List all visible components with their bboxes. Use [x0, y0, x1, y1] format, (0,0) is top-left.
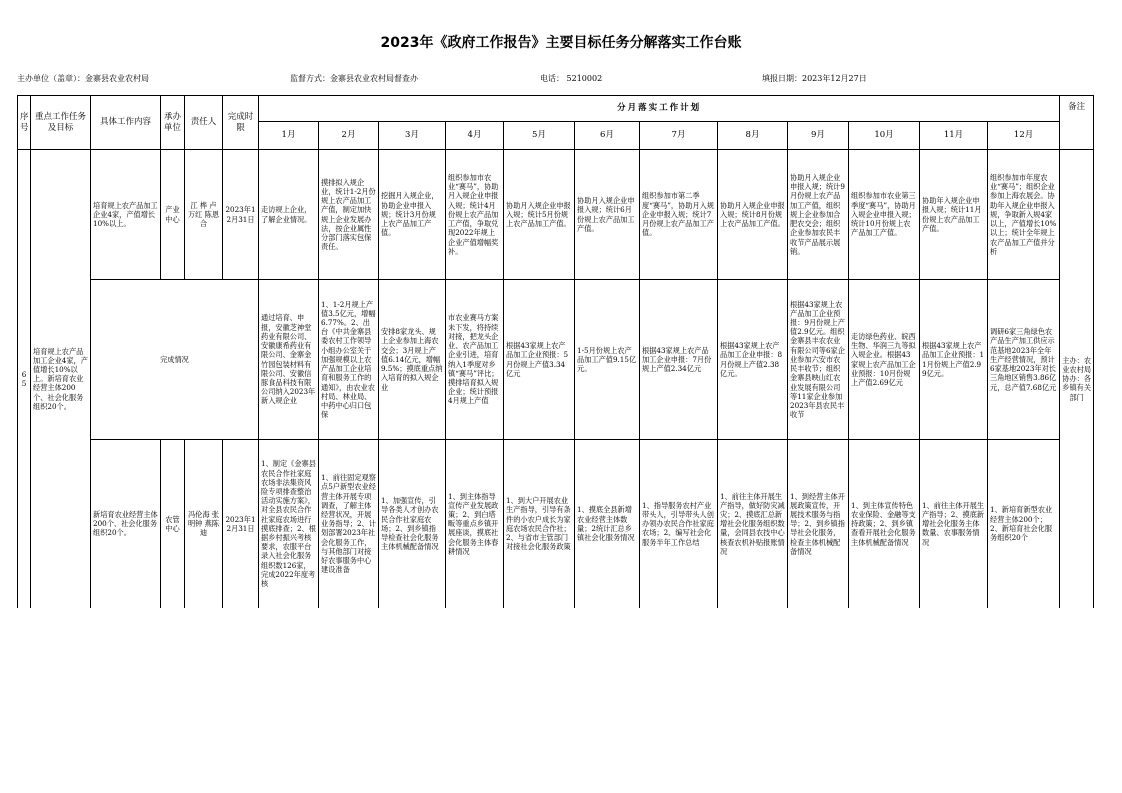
month-cell [988, 440, 1060, 608]
month-text: 1、新培育新型农业经营主体200个；2、新培育社会化服务组织20个 [990, 505, 1053, 542]
month-cell [504, 440, 575, 608]
month-header: 9月 [788, 122, 849, 150]
page-title: 2023年《政府工作报告》主要目标任务分解落实工作台账 [380, 35, 742, 51]
owner-cell: 冯伦海 张明钟 燕陈迪 [185, 440, 223, 608]
month-text: 1、前往主体开展生产指导，做好防灾减灾；2、摸底汇总新增社会化服务组织数量，会同县农技中心核查农机补贴报账情况 [720, 491, 785, 556]
sponsor-label: 主办单位（盖章）：金寨县农业农村局 [17, 74, 149, 83]
month-text: 组织参加市农业第三季度“赛马”，协助月入规企业申报入规；统计10月份规上农产品加工产值。 [851, 191, 916, 238]
month-header: 7月 [640, 122, 718, 150]
month-cell [319, 150, 379, 280]
phone-label: 电话： 5210002 [540, 74, 603, 83]
goal-cell: 培育规上农产品加工企业4家，产值增长10%以上。新培育农业经营主体200个、社会化服务组织20个。 [31, 150, 91, 608]
owner-header: 责任人 [185, 96, 223, 150]
month-text: 1、前往固定观察点5户新型农业经营主体开展专项调查，了解主体经营状况，开展业务指导；2、计划部署2023年社会化服务工作，与其他部门对接好农事服务中心建设准备 [321, 473, 376, 575]
month-text: 1、前往主体开展生产指导；2、摸底新增社会化服务主体数量、农事服务情况 [922, 500, 985, 547]
month-text: 协助月入规企业申报入规；统计8月份规上农产品加工产值。 [720, 200, 785, 229]
month-text: 组织参加市第二季度“赛马”，协助月入规企业申报入规；统计7月份规上农产品加工产值。 [642, 191, 715, 238]
status-text: 根据43家规上农产品加工企业预报：5月份规上产值3.34亿元 [506, 341, 569, 378]
month-text: 协助月入规企业申报入规；统计5月份规上农产品加工产值。 [506, 200, 571, 229]
month-text: 协助月入规企业申报入规；统计6月份规上农产品加工产值。 [577, 196, 635, 233]
month-cell [920, 150, 988, 280]
status-text: 安排8家龙头、规上企业参加上海农交会；3月规上产值6.14亿元，增幅9.5%；摸底重点纳入培育的拟入规企业 [381, 327, 443, 392]
task-row-1 [18, 150, 1094, 280]
status-text: 根据43家规上农产品加工企业申报：8月份规上产值2.38亿元。 [720, 341, 783, 378]
month-cell [920, 440, 988, 608]
month-cell [504, 150, 575, 280]
note-header: 备注 [1060, 96, 1094, 150]
month-cell [718, 440, 788, 608]
deadline-cell: 2023年12月31日 [223, 440, 259, 608]
content-cell: 新培育农业经营主体200个、社会化服务组织20个。 [91, 440, 161, 608]
month-cell [849, 440, 920, 608]
status-cell [849, 280, 920, 440]
status-text: 根据43家规上农产品加工企业申报：7月份规上产值2.34亿元 [642, 345, 712, 374]
status-text: 1、1-2月规上产值3.5亿元，增幅6.77%。2、出台《中共金寨县委农村工作领导小组办公室关于加强规模以上农产品加工企业培育和服务工作的通知》，由农业农村局、林业局、中药中心归口包保 [321, 299, 376, 420]
status-cell [640, 280, 718, 440]
deadline-header: 完成时限 [223, 96, 259, 150]
month-cell [788, 440, 849, 608]
month-cell [259, 150, 319, 280]
month-header: 10月 [849, 122, 920, 150]
status-cell [504, 280, 575, 440]
month-header: 4月 [446, 122, 504, 150]
month-cell [849, 150, 920, 280]
status-text: 通过培育、申报，安徽芝神堂药业有限公司、安徽康希药业有限公司、金寨金竹园包装材料有限公司、安徽信豚食品科技有限公司纳入2023年新入规企业 [261, 313, 316, 406]
status-text: 走访绿色药业、皖西生物、华润三九等拟入规企业。根据43家规上农产品加工企业预报：10月份规上产值2.69亿元 [851, 331, 916, 387]
month-text: 摸排拟入规企业，统计1-2月份规上农产品加工产值，制定加快规上企业发展办法，按企业属性分部门落实包保责任。 [321, 177, 376, 252]
month-text: 协助月入规企业申报入规；统计9月份规上农产品加工产值，组织规上企业参加合肥农交会；组织企业参加农民丰收节产品展示展销。 [790, 173, 845, 256]
month-cell [575, 440, 640, 608]
seq-cell: 65 [18, 150, 31, 608]
status-cell [319, 280, 379, 440]
month-cell [379, 150, 446, 280]
month-header: 2月 [319, 122, 379, 150]
status-label: 完成情况 [91, 280, 259, 440]
unit-header: 承办单位 [161, 96, 185, 150]
month-header: 12月 [988, 122, 1060, 150]
month-text: 走访规上企业，了解企业情况。 [261, 205, 312, 224]
status-cell [259, 280, 319, 440]
month-cell [640, 150, 718, 280]
month-text: 1、加强宣传，引导各类人才创办农民合作社家庭农场；2、到乡镇指导检查社会化服务主体机械配备情况 [381, 496, 439, 552]
status-cell [718, 280, 788, 440]
month-header: 1月 [259, 122, 319, 150]
status-text: 根据43家规上农产品加工企业预报：11月份规上产值2.99亿元。 [922, 341, 985, 378]
deadline-cell: 2023年12月31日 [223, 150, 259, 280]
content-header: 具体工作内容 [91, 96, 161, 150]
month-cell [718, 150, 788, 280]
header-row-1 [18, 96, 1094, 122]
status-text: 调研6家三角绿色农产品生产加工供应示范基地2023年全年生产经营情况，预计6家基地2023年对长三角地区销售3.86亿元，总产值7.68亿元 [990, 327, 1057, 392]
month-cell [379, 440, 446, 608]
month-cell [446, 150, 504, 280]
owner-cell: 江 桦 卢万红 陈恩合 [185, 150, 223, 280]
month-text: 1、指导服务农村产业带头人，引导带头人创办领办农民合作社家庭农场；2、编写社会化服务半年工作总结 [642, 500, 714, 547]
task-ledger-table [17, 95, 1094, 608]
unit-cell: 产业中心 [161, 150, 185, 280]
month-text: 挖掘月入规企业，协助企业申报入规；统计3月份规上农产品加工产值。 [381, 191, 439, 238]
month-header: 6月 [575, 122, 640, 150]
month-text: 1、摸底全县新增农业经营主体数量；2统计汇总乡镇社会化服务情况 [577, 505, 635, 542]
content-cell: 培育规上农产品加工企业4家，产值增长10%以上。 [91, 150, 161, 280]
date-label: 填报日期：2023年12月27日 [762, 74, 867, 83]
status-cell [920, 280, 988, 440]
month-text: 协助年入规企业申报入规；统计11月份规上农产品加工产值。 [922, 196, 982, 233]
month-text: 1、到主体宣传特色农业保险、金融等支持政策；2、到乡镇查看开展社会化服务主体机械配备情况 [851, 500, 916, 547]
status-cell [788, 280, 849, 440]
unit-cell: 农管中心 [161, 440, 185, 608]
goal-header: 重点工作任务及目标 [31, 96, 91, 150]
status-cell [988, 280, 1060, 440]
status-cell [575, 280, 640, 440]
month-header: 8月 [718, 122, 788, 150]
status-cell [446, 280, 504, 440]
month-cell [640, 440, 718, 608]
month-text: 组织参加市农业“赛马”，协助月入规企业申报入规；统计4月份规上农产品加工产值，争取兑现2022年规上企业产值增幅奖补。 [448, 173, 499, 256]
month-header: 5月 [504, 122, 575, 150]
month-text: 1、到主体指导宣传产业发展政策；2、到白塔畈等重点乡镇开展座谈，摸底社会化服务主体春耕情况 [448, 491, 499, 556]
status-row [18, 280, 1094, 440]
month-header: 3月 [379, 122, 446, 150]
status-cell [379, 280, 446, 440]
month-text: 1、制定《金寨县农民合作社家庭农场非法集资风险专项排查整治活动实施方案》，对全县农民合作社家庭农场进行摸底排查；2、根据乡村振兴考核要求，农服平台录入社会化服务组织数126家，完成2022年度考核 [261, 459, 316, 588]
note-cell: 主办：农业农村局 协办：各乡镇有关部门 [1060, 150, 1094, 608]
seq-header: 序号 [18, 96, 31, 150]
month-cell [575, 150, 640, 280]
month-cell [319, 440, 379, 608]
status-text: 1-5月份规上农产品加工产值9.15亿元。 [577, 345, 637, 374]
status-text: 根据43家规上农产品加工企业预报：9月份规上产值2.9亿元。组织金寨县丰农农业有限公司等6家企业参加六安市农民丰收节；组织金寨县映山红农业发展有限公司等11家企业参加2023年县农民丰收节 [790, 299, 845, 420]
month-cell [988, 150, 1060, 280]
month-text: 1、到大户开展农业生产指导，引导有条件的小农户成长为家庭农场农民合作社；2、与省市主管部门对接社会化服务政策 [506, 496, 571, 552]
month-header: 11月 [920, 122, 988, 150]
month-cell [446, 440, 504, 608]
task-row-2 [18, 440, 1094, 608]
month-text: 组织参加市年度农业“赛马”；组织企业参加上海农展会。协助年入规企业申报入规，争取新入规4家以上，产值增长10%以上；统计全年规上农产品加工产值并分析 [990, 173, 1057, 256]
month-text: 1、到经营主体开展政策宣传，开展技术服务与指导；2、到乡镇指导社会化服务，检查主体机械配备情况 [790, 491, 845, 556]
month-cell [788, 150, 849, 280]
month-cell [259, 440, 319, 608]
monthly-plan-header: 分月落实工作计划 [259, 96, 1060, 122]
status-text: 市农业赛马方案未下发，将持续对接，把龙头企业、农产品加工企业引进，培育纳入1季度对乡镇“赛马”评比；摸排培育拟入规企业；统计预报4月规上产值 [448, 313, 499, 406]
supervision-label: 监督方式：金寨县农业农村局督查办 [290, 74, 418, 83]
